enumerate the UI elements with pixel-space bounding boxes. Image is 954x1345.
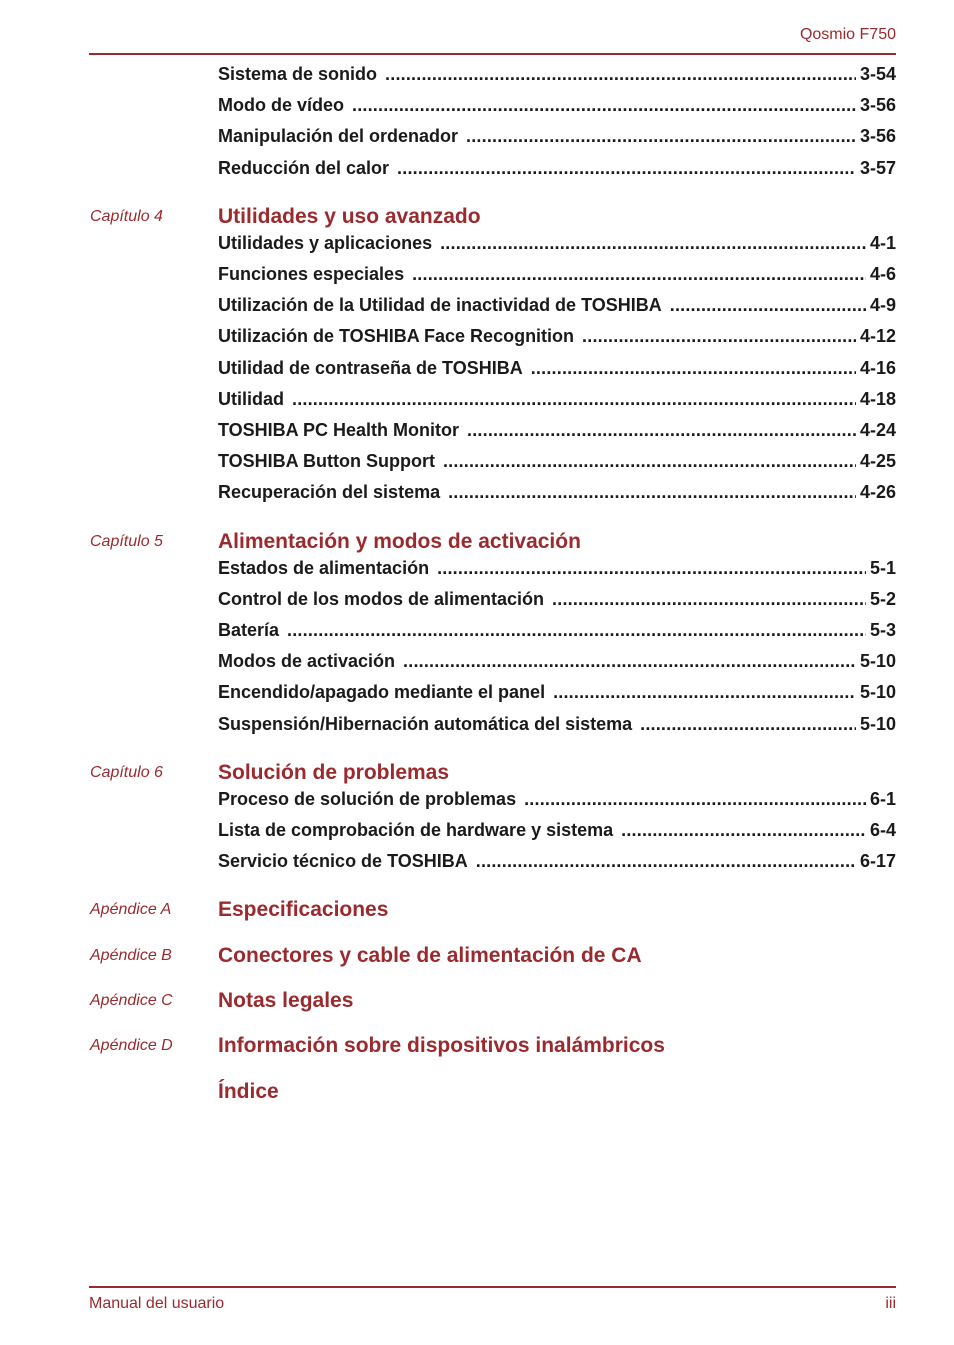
toc-entry[interactable]: [218, 126, 896, 148]
dot-leader: [440, 233, 866, 254]
dot-leader: [476, 851, 856, 872]
toc-entry[interactable]: [218, 295, 896, 317]
toc-entry[interactable]: [218, 714, 896, 736]
toc-entry-page: 4-18: [859, 388, 896, 409]
toc-entry[interactable]: [218, 589, 896, 611]
toc-entry-label: Utilidades y aplicaciones: [218, 232, 433, 253]
chapter-title-link[interactable]: Especificaciones: [218, 898, 389, 922]
toc-entry-label: Modo de vídeo: [218, 95, 344, 116]
dot-leader: [412, 264, 866, 285]
toc-entry[interactable]: [218, 64, 896, 86]
dot-leader: [443, 451, 856, 472]
chapter-label: Apéndice D: [90, 1037, 173, 1055]
toc-entry-label: TOSHIBA PC Health Monitor: [218, 420, 460, 440]
toc-entry-page: 5-10: [859, 651, 896, 672]
chapter-title-link[interactable]: Alimentación y modos de activación: [218, 529, 581, 553]
toc-entry-page: 5-1: [869, 557, 896, 578]
footer-manual-title: Manual del usuario: [89, 1295, 225, 1312]
toc-entry-label: Proceso de solución de problemas: [218, 788, 517, 809]
toc-entry-page: 4-12: [859, 326, 896, 347]
toc-entry-page: 3-56: [859, 95, 896, 116]
toc-entry-label: Utilidad: [218, 388, 284, 409]
dot-leader: [403, 651, 856, 672]
toc-entry-label: Sistema de sonido: [218, 64, 378, 84]
toc-entry-page: 4-16: [859, 357, 896, 378]
toc-entry-page: 4-9: [869, 295, 896, 316]
toc-entry[interactable]: [218, 558, 896, 580]
toc-entry[interactable]: [218, 264, 896, 286]
toc-entry[interactable]: [218, 158, 896, 180]
toc-entry-label: Manipulación del ordenador: [218, 126, 459, 147]
chapter-label: Apéndice C: [90, 992, 173, 1009]
dot-leader: [292, 389, 856, 410]
toc-entry-page: 5-3: [869, 620, 896, 640]
chapter-title-link[interactable]: Información sobre dispositivos inalámbricos: [218, 1034, 665, 1058]
dot-leader: [467, 420, 856, 441]
toc-entry-label: Lista de comprobación de hardware y sistema: [218, 820, 614, 840]
chapter-label: Capítulo 6: [90, 763, 163, 781]
dot-leader: [466, 126, 856, 147]
toc-entry-page: 6-17: [859, 851, 896, 872]
toc-entry[interactable]: [218, 482, 896, 504]
toc-entry[interactable]: [218, 233, 896, 255]
chapter-title-link[interactable]: Notas legales: [218, 989, 354, 1012]
toc-entry-page: 6-1: [869, 788, 896, 809]
toc-entry-label: Servicio técnico de TOSHIBA: [218, 851, 468, 872]
toc-entry-label: Reducción del calor: [218, 157, 390, 178]
toc-entry-page: 3-54: [859, 64, 896, 84]
dot-leader: [448, 482, 856, 503]
toc-entry-page: 4-26: [859, 482, 896, 503]
toc-entry-page: 6-4: [869, 820, 896, 840]
toc-entry[interactable]: [218, 326, 896, 348]
chapter-label: Capítulo 4: [90, 207, 163, 225]
toc-entry[interactable]: [218, 451, 896, 473]
dot-leader: [670, 295, 866, 316]
toc-entry-label: Batería: [218, 620, 280, 640]
dot-leader: [385, 64, 856, 85]
toc-entry-label: Recuperación del sistema: [218, 482, 441, 503]
chapter-title-link[interactable]: Solución de problemas: [218, 760, 450, 784]
toc-entry-label: Suspensión/Hibernación automática del sistema: [218, 713, 633, 734]
dot-leader: [397, 158, 856, 179]
toc-entry-page: 5-10: [859, 713, 896, 734]
toc-entry[interactable]: [218, 682, 896, 704]
toc-entry-page: 4-24: [859, 420, 896, 440]
toc-entry-label: Utilidad de contraseña de TOSHIBA: [218, 357, 523, 378]
dot-leader: [437, 558, 866, 579]
dot-leader: [621, 820, 866, 841]
chapter-title-link[interactable]: Utilidades y uso avanzado: [218, 204, 481, 228]
dot-leader: [287, 620, 866, 641]
chapter-label: Apéndice B: [90, 946, 172, 964]
dot-leader: [352, 95, 856, 116]
running-header-title: Qosmio F750: [799, 26, 896, 43]
toc-entry-label: Utilización de TOSHIBA Face Recognition: [218, 326, 575, 347]
toc-entry-page: 4-6: [869, 264, 896, 284]
page-number: iii: [885, 1295, 896, 1312]
toc-entry-page: 5-10: [859, 682, 896, 703]
dot-leader: [524, 789, 866, 810]
toc-entry[interactable]: [218, 95, 896, 117]
chapter-title-link[interactable]: Conectores y cable de alimentación de CA: [218, 943, 642, 967]
toc-entry[interactable]: [218, 789, 896, 811]
toc-entry-label: TOSHIBA Button Support: [218, 451, 435, 472]
dot-leader: [531, 358, 856, 379]
chapter-label: Capítulo 5: [90, 532, 163, 550]
toc-entry-label: Encendido/apagado mediante el panel: [218, 682, 546, 703]
toc-entry-label: Control de los modos de alimentación: [218, 588, 545, 609]
toc-entry[interactable]: [218, 620, 896, 642]
toc-entry-page: 4-25: [859, 451, 896, 472]
toc-entry-label: Utilización de la Utilidad de inactividad de TOSHIBA: [218, 295, 662, 316]
toc-entry[interactable]: [218, 851, 896, 873]
toc-entry-page: 5-2: [869, 588, 896, 609]
toc-entry-label: Modos de activación: [218, 651, 396, 672]
toc-entry[interactable]: [218, 420, 896, 442]
toc-entry-page: 3-56: [859, 126, 896, 147]
footer-rule: [89, 1286, 896, 1288]
toc-entry[interactable]: [218, 389, 896, 411]
toc-entry[interactable]: [218, 358, 896, 380]
dot-leader: [552, 589, 866, 610]
dot-leader: [553, 682, 856, 703]
dot-leader: [582, 326, 856, 347]
toc-entry-page: 3-57: [859, 157, 896, 178]
chapter-title-link[interactable]: Índice: [218, 1079, 279, 1103]
toc-entry[interactable]: [218, 820, 896, 842]
toc-entry-label: Estados de alimentación: [218, 557, 430, 578]
dot-leader: [640, 714, 856, 735]
chapter-label: Apéndice A: [90, 901, 172, 919]
toc-entry[interactable]: [218, 651, 896, 673]
toc-entry-label: Funciones especiales: [218, 264, 405, 284]
toc-entry-page: 4-1: [869, 232, 896, 253]
